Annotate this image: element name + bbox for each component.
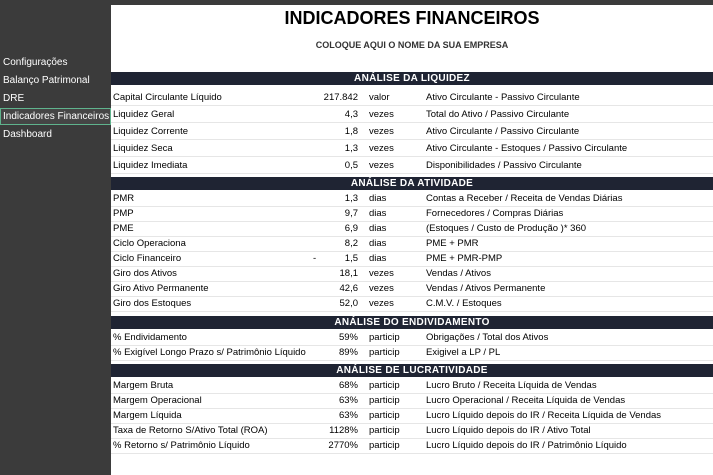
indicator-unit[interactable]: particip: [369, 395, 400, 406]
indicator-row: [111, 222, 713, 236]
indicator-label[interactable]: Liquidez Imediata: [113, 160, 188, 171]
indicator-label[interactable]: Ciclo Operaciona: [113, 238, 186, 249]
indicator-formula[interactable]: Fornecedores / Compras Diárias: [426, 208, 564, 219]
indicator-formula[interactable]: C.M.V. / Estoques: [426, 298, 502, 309]
indicator-label[interactable]: Liquidez Corrente: [113, 126, 188, 137]
indicator-value[interactable]: 42,6: [339, 283, 358, 294]
indicator-formula[interactable]: Lucro Operacional / Receita Líquida de Vendas: [426, 395, 626, 406]
indicator-row: [111, 108, 713, 122]
company-name-field[interactable]: COLOQUE AQUI O NOME DA SUA EMPRESA: [315, 40, 509, 50]
indicator-unit[interactable]: particip: [369, 380, 400, 391]
indicator-formula[interactable]: Exigivel a LP / PL: [426, 347, 501, 358]
indicator-label[interactable]: Giro dos Estoques: [113, 298, 192, 309]
row-divider: [111, 360, 713, 361]
indicator-row: [111, 439, 713, 453]
row-divider: [111, 311, 713, 312]
indicator-unit[interactable]: dias: [369, 253, 387, 264]
sidebar-item-dre[interactable]: DRE: [3, 93, 25, 104]
indicator-unit[interactable]: vezes: [369, 268, 394, 279]
row-divider: [111, 173, 713, 174]
indicator-unit[interactable]: valor: [369, 92, 390, 103]
indicator-unit[interactable]: vezes: [369, 298, 394, 309]
indicator-value[interactable]: 1,3: [344, 143, 358, 154]
indicator-row: [111, 207, 713, 221]
indicator-formula[interactable]: Ativo Circulante - Estoques / Passivo Circulante: [426, 143, 628, 154]
section-atividade-header: ANÁLISE DA ATIVIDADE: [111, 177, 713, 190]
indicator-label[interactable]: Liquidez Geral: [113, 109, 175, 120]
indicator-label[interactable]: PME: [113, 223, 134, 234]
indicator-unit[interactable]: dias: [369, 223, 387, 234]
indicator-formula[interactable]: Lucro Líquido depois do IR / Receita Líquida de Vendas: [426, 410, 662, 421]
row-divider: [111, 453, 713, 454]
indicator-row: [111, 394, 713, 408]
indicator-label[interactable]: PMR: [113, 193, 135, 204]
indicator-label[interactable]: Capital Circulante Líquido: [113, 92, 222, 103]
indicator-value[interactable]: 0,5: [344, 160, 358, 171]
indicator-unit[interactable]: vezes: [369, 283, 394, 294]
indicator-label[interactable]: Margem Líquida: [113, 410, 182, 421]
indicator-formula[interactable]: PME + PMR: [426, 238, 479, 249]
section-lucratividade-header: ANÁLISE DE LUCRATIVIDADE: [111, 364, 713, 377]
indicator-value[interactable]: 1128%: [329, 425, 358, 436]
indicator-formula[interactable]: (Estoques / Custo de Produção )* 360: [426, 223, 587, 234]
indicator-row: [111, 192, 713, 206]
indicator-unit[interactable]: particip: [369, 332, 400, 343]
section-liquidez-header: ANÁLISE DA LIQUIDEZ: [111, 72, 713, 85]
indicator-value[interactable]: 18,1: [339, 268, 358, 279]
indicator-label[interactable]: Giro Ativo Permanente: [113, 283, 209, 294]
indicator-value[interactable]: 4,3: [344, 109, 358, 120]
indicator-formula[interactable]: Total do Ativo / Passivo Circulante: [426, 109, 570, 120]
indicator-value[interactable]: 6,9: [344, 223, 358, 234]
indicator-formula[interactable]: Disponibilidades / Passivo Circulante: [426, 160, 582, 171]
sidebar: [0, 0, 111, 475]
indicator-unit[interactable]: particip: [369, 347, 400, 358]
indicator-unit[interactable]: particip: [369, 440, 400, 451]
indicator-unit[interactable]: particip: [369, 425, 400, 436]
indicator-label[interactable]: Margem Bruta: [113, 380, 174, 391]
indicator-unit[interactable]: dias: [369, 208, 387, 219]
indicator-value[interactable]: 8,2: [344, 238, 358, 249]
indicator-value[interactable]: 68%: [338, 380, 358, 391]
indicator-row: [111, 91, 713, 105]
section-endividamento-header: ANÁLISE DO ENDIVIDAMENTO: [111, 316, 713, 329]
indicator-value[interactable]: 63%: [338, 395, 358, 406]
row-divider: [111, 139, 713, 140]
indicator-row: [111, 125, 713, 139]
indicator-unit[interactable]: dias: [369, 193, 387, 204]
row-divider: [111, 105, 713, 106]
indicator-value[interactable]: 217.842: [323, 92, 358, 103]
indicator-formula[interactable]: Lucro Bruto / Receita Líquida de Vendas: [426, 380, 597, 391]
indicator-row: [111, 142, 713, 156]
indicator-unit[interactable]: vezes: [369, 160, 394, 171]
indicator-unit[interactable]: vezes: [369, 109, 394, 120]
indicator-unit[interactable]: vezes: [369, 143, 394, 154]
sidebar-item-configuracoes[interactable]: Configurações: [3, 57, 68, 68]
indicator-label[interactable]: % Retorno s/ Patrimônio Líquido: [113, 440, 250, 451]
indicator-label[interactable]: PMP: [113, 208, 134, 219]
indicator-formula[interactable]: Vendas / Ativos: [426, 268, 491, 279]
indicator-row: [111, 331, 713, 345]
indicators-sheet: [111, 5, 713, 475]
indicator-value[interactable]: 2770%: [328, 440, 358, 451]
indicator-value[interactable]: 1,5: [344, 253, 358, 264]
indicator-row: [111, 159, 713, 173]
indicator-label[interactable]: Giro dos Ativos: [113, 268, 177, 279]
indicator-formula[interactable]: Lucro Líquido depois do IR / Patrimônio Líquido: [426, 440, 627, 451]
row-divider: [111, 156, 713, 157]
indicator-formula[interactable]: Obrigações / Total dos Ativos: [426, 332, 549, 343]
indicator-label[interactable]: Taxa de Retorno S/Ativo Total (ROA): [113, 425, 268, 436]
indicator-value[interactable]: 89%: [338, 347, 358, 358]
indicator-label[interactable]: Margem Operacional: [113, 395, 202, 406]
indicator-value[interactable]: 1,8: [344, 126, 358, 137]
indicator-row: [111, 267, 713, 281]
sidebar-item-indicadores-financeiros[interactable]: Indicadores Financeiros: [0, 108, 111, 125]
indicator-formula[interactable]: PME + PMR-PMP: [426, 253, 503, 264]
indicator-label[interactable]: % Endividamento: [113, 332, 187, 343]
sidebar-item-balanco-patrimonal[interactable]: Balanço Patrimonal: [3, 75, 90, 86]
indicator-label[interactable]: % Exigível Longo Prazo s/ Patrimônio Líquido: [113, 347, 306, 358]
indicator-row: [111, 424, 713, 438]
indicator-row: [111, 237, 713, 251]
indicator-row: [111, 297, 713, 311]
indicator-label[interactable]: Ciclo Financeiro: [113, 253, 182, 264]
indicator-formula[interactable]: Lucro Líquido depois do IR / Ativo Total: [426, 425, 591, 436]
indicator-formula[interactable]: Vendas / Ativos Permanente: [426, 283, 546, 294]
indicator-sign[interactable]: -: [313, 253, 317, 264]
indicator-value[interactable]: 9,7: [344, 208, 358, 219]
indicator-formula[interactable]: Contas a Receber / Receita de Vendas Diárias: [426, 193, 623, 204]
row-divider: [111, 122, 713, 123]
indicator-label[interactable]: Liquidez Seca: [113, 143, 173, 154]
page-title: INDICADORES FINANCEIROS: [284, 8, 540, 28]
indicator-unit[interactable]: particip: [369, 410, 400, 421]
indicator-row: [111, 379, 713, 393]
indicator-unit[interactable]: dias: [369, 238, 387, 249]
indicator-row: [111, 252, 713, 266]
indicator-unit[interactable]: vezes: [369, 126, 394, 137]
indicator-value[interactable]: 63%: [338, 410, 358, 421]
indicator-row: [111, 409, 713, 423]
indicator-row: [111, 346, 713, 360]
indicator-row: [111, 282, 713, 296]
indicator-formula[interactable]: Ativo Circulante - Passivo Circulante: [426, 92, 580, 103]
sidebar-item-dashboard[interactable]: Dashboard: [3, 129, 52, 140]
indicator-value[interactable]: 52,0: [339, 298, 358, 309]
indicator-value[interactable]: 1,3: [344, 193, 358, 204]
indicator-value[interactable]: 59%: [338, 332, 358, 343]
indicator-formula[interactable]: Ativo Circulante / Passivo Circulante: [426, 126, 580, 137]
